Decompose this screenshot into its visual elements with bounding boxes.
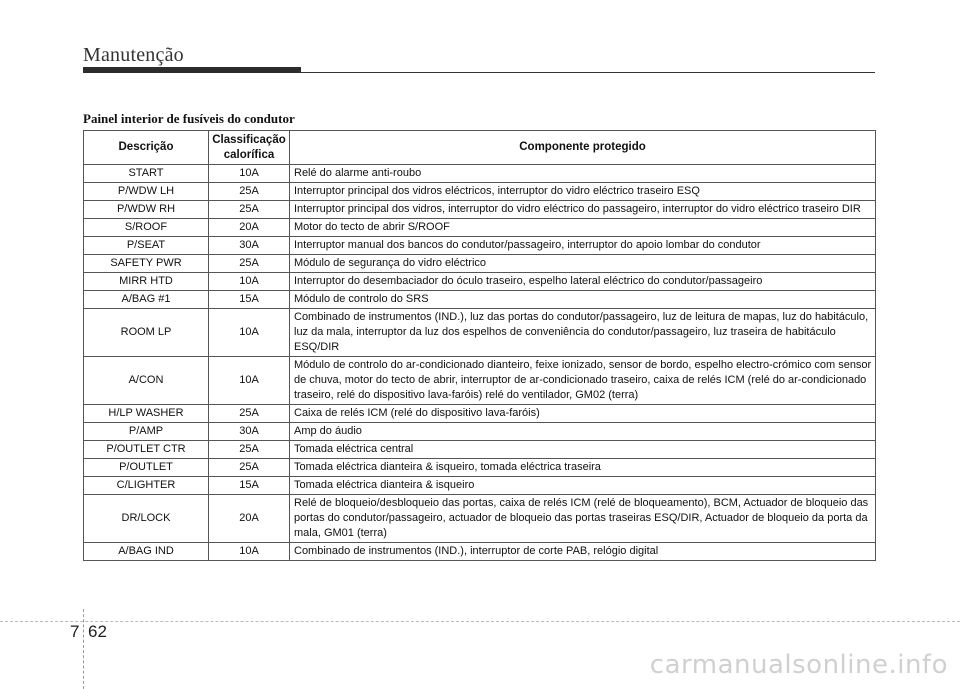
fuse-table-body <box>84 165 876 561</box>
table-row <box>84 357 876 405</box>
section-title: Painel interior de fusíveis do condutor <box>83 111 295 126</box>
fuse-description: A/BAG IND <box>84 543 209 561</box>
table-row <box>84 291 876 309</box>
table-row <box>84 459 876 477</box>
fuse-rating: 25A <box>209 405 290 423</box>
table-header-row <box>84 131 876 165</box>
fuse-description: A/BAG #1 <box>84 291 209 309</box>
footer-divider <box>83 609 84 689</box>
fuse-component: Tomada eléctrica central <box>290 441 876 459</box>
fuse-component: Caixa de relés ICM (relé do dispositivo lava-faróis) <box>290 405 876 423</box>
fuse-rating: 10A <box>209 165 290 183</box>
fuse-description: P/WDW LH <box>84 183 209 201</box>
table-row <box>84 165 876 183</box>
fuse-rating: 10A <box>209 357 290 405</box>
table-row <box>84 237 876 255</box>
fuse-component: Módulo de segurança do vidro eléctrico <box>290 255 876 273</box>
fuse-rating: 15A <box>209 291 290 309</box>
table-row <box>84 405 876 423</box>
fuse-component: Tomada eléctrica dianteira & isqueiro, tomada eléctrica traseira <box>290 459 876 477</box>
fuse-component: Tomada eléctrica dianteira & isqueiro <box>290 477 876 495</box>
fuse-rating: 25A <box>209 255 290 273</box>
fuse-description: S/ROOF <box>84 219 209 237</box>
fuse-rating: 30A <box>209 423 290 441</box>
page-header-title: Manutenção <box>83 44 184 66</box>
table-row <box>84 309 876 357</box>
fuse-description: SAFETY PWR <box>84 255 209 273</box>
table-row <box>84 495 876 543</box>
table-row <box>84 423 876 441</box>
table-row <box>84 219 876 237</box>
fuse-component: Combinado de instrumentos (IND.), interruptor de corte PAB, relógio digital <box>290 543 876 561</box>
fuse-component: Relé de bloqueio/desbloqueio das portas, caixa de relés ICM (relé de bloqueamento), BCM, Actuador de bloqueio das portas do condutor/passageiro, actuador de bloqueio das portas traseiras ESQ/DIR, Actuador de bloqueio da porta da mala, GM01 (terra) <box>290 495 876 543</box>
fuse-rating: 25A <box>209 183 290 201</box>
fuse-rating: 25A <box>209 201 290 219</box>
fuse-component: Relé do alarme anti-roubo <box>290 165 876 183</box>
fuse-rating: 10A <box>209 543 290 561</box>
table-row <box>84 543 876 561</box>
footer-rule <box>0 621 960 622</box>
fuse-rating: 25A <box>209 459 290 477</box>
column-header-description: Descrição <box>84 131 209 165</box>
fuse-component: Combinado de instrumentos (IND.), luz das portas do condutor/passageiro, luz de leitura de mapas, luz do habitáculo, luz da mala, interruptor da luz dos espelhos de conveniência do condutor/passageiro, luz traseira de habitáculo ESQ/DIR <box>290 309 876 357</box>
column-header-rating: Classificação calorífica <box>209 131 290 165</box>
fuse-description: P/OUTLET CTR <box>84 441 209 459</box>
table-row <box>84 255 876 273</box>
fuse-rating: 10A <box>209 309 290 357</box>
fuse-component: Interruptor manual dos bancos do condutor/passageiro, interruptor do apoio lombar do condutor <box>290 237 876 255</box>
table-row <box>84 273 876 291</box>
column-header-component: Componente protegido <box>290 131 876 165</box>
fuse-rating: 20A <box>209 219 290 237</box>
fuse-description: DR/LOCK <box>84 495 209 543</box>
fuse-description: A/CON <box>84 357 209 405</box>
page-number: 62 <box>88 622 107 641</box>
fuse-rating: 20A <box>209 495 290 543</box>
table-row <box>84 201 876 219</box>
table-row <box>84 441 876 459</box>
fuse-description: START <box>84 165 209 183</box>
fuse-component: Interruptor principal dos vidros, interruptor do vidro eléctrico do passageiro, interruptor do vidro eléctrico traseiro DIR <box>290 201 876 219</box>
fuse-description: C/LIGHTER <box>84 477 209 495</box>
fuse-description: MIRR HTD <box>84 273 209 291</box>
fuse-component: Módulo de controlo do SRS <box>290 291 876 309</box>
chapter-number: 7 <box>70 622 80 641</box>
fuse-description: P/WDW RH <box>84 201 209 219</box>
fuse-component: Interruptor do desembaciador do óculo traseiro, espelho lateral eléctrico do condutor/passageiro <box>290 273 876 291</box>
header-rule <box>301 72 875 73</box>
fuse-description: ROOM LP <box>84 309 209 357</box>
fuse-component: Amp do áudio <box>290 423 876 441</box>
header-accent-bar <box>83 67 301 73</box>
fuse-rating: 10A <box>209 273 290 291</box>
fuse-description: H/LP WASHER <box>84 405 209 423</box>
table-row <box>84 477 876 495</box>
fuse-component: Interruptor principal dos vidros eléctricos, interruptor do vidro eléctrico traseiro ESQ <box>290 183 876 201</box>
fuse-component: Motor do tecto de abrir S/ROOF <box>290 219 876 237</box>
fuse-description: P/SEAT <box>84 237 209 255</box>
fuse-rating: 15A <box>209 477 290 495</box>
fuse-description: P/AMP <box>84 423 209 441</box>
fuse-rating: 30A <box>209 237 290 255</box>
fuse-rating: 25A <box>209 441 290 459</box>
fuse-table <box>83 130 876 561</box>
fuse-description: P/OUTLET <box>84 459 209 477</box>
fuse-component: Módulo de controlo do ar-condicionado dianteiro, feixe ionizado, sensor de bordo, espelho electro-crómico com sensor de chuva, motor do tecto de abrir, interruptor de ar-condicionado traseiro, caixa de relés ICM (relé do ar-condicionado traseiro, relé do dispositivo lava-faróis) relé do ventilador, GM02 (terra) <box>290 357 876 405</box>
table-row <box>84 183 876 201</box>
watermark-text: carmanualsonline.info <box>649 650 948 680</box>
